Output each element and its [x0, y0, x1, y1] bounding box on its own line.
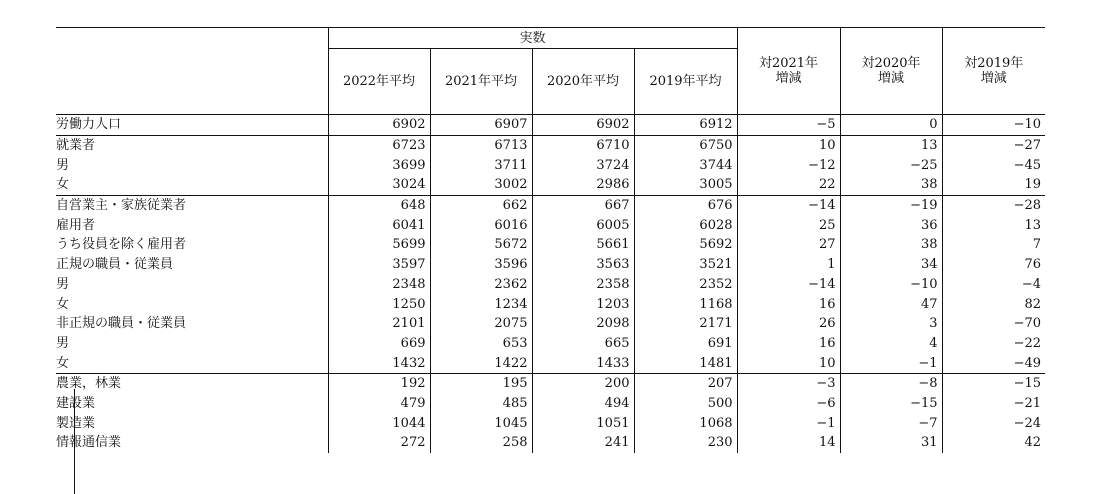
- value-2021: 6016: [430, 215, 532, 235]
- year-2020-header: 2020年平均: [532, 49, 634, 115]
- table-row: [56, 135, 1045, 155]
- diff-2020: 36: [840, 215, 942, 235]
- value-2021: 485: [430, 394, 532, 414]
- row-label: 就業者: [56, 135, 328, 155]
- value-2019: 207: [634, 373, 737, 393]
- table-row: [56, 394, 1045, 414]
- diff-2020-header: [840, 28, 942, 115]
- value-2022: 5699: [328, 235, 430, 255]
- value-2019: 3521: [634, 255, 737, 275]
- value-2022: 3597: [328, 255, 430, 275]
- value-2020: 3563: [532, 255, 634, 275]
- diff-2019: −4: [942, 275, 1045, 295]
- industry-group-bracket-line: [74, 389, 75, 494]
- value-2020: 1433: [532, 353, 634, 373]
- row-label: 男: [56, 335, 70, 351]
- labour-force-table: [56, 27, 1045, 453]
- table-row: [56, 314, 1045, 334]
- table-row: [56, 433, 1045, 453]
- value-2021: 6907: [430, 115, 532, 136]
- diff-2021: 10: [737, 135, 840, 155]
- diff-2020: 38: [840, 235, 942, 255]
- diff-2019-header: [942, 28, 1045, 115]
- value-2020: 1051: [532, 413, 634, 433]
- value-2019: 2352: [634, 275, 737, 295]
- diff-2021: −14: [737, 195, 840, 215]
- value-2019: 500: [634, 394, 737, 414]
- value-2020: 2986: [532, 175, 634, 195]
- value-2022: 2101: [328, 314, 430, 334]
- value-2022: 648: [328, 195, 430, 215]
- year-2019-header: 2019年平均: [634, 49, 737, 115]
- value-2019: 1481: [634, 353, 737, 373]
- diff-2021: −1: [737, 413, 840, 433]
- value-2020: 2358: [532, 275, 634, 295]
- diff-2020: −1: [840, 353, 942, 373]
- diff-2019: −22: [942, 334, 1045, 354]
- value-2019: 676: [634, 195, 737, 215]
- value-2021: 2362: [430, 275, 532, 295]
- table-row: [56, 195, 1045, 215]
- table-row: [56, 275, 1045, 295]
- labour-force-table-container: [56, 27, 1045, 453]
- value-2022: 6902: [328, 115, 430, 136]
- table-row: [56, 373, 1045, 393]
- value-2020: 667: [532, 195, 634, 215]
- diff-2020-header-line2: 増減: [878, 71, 905, 86]
- value-2019: 691: [634, 334, 737, 354]
- diff-2020: 31: [840, 433, 942, 453]
- value-2019: 3744: [634, 155, 737, 175]
- value-2019: 5692: [634, 235, 737, 255]
- diff-2021: 16: [737, 334, 840, 354]
- diff-2021-header-line2: 増減: [775, 71, 802, 86]
- value-2019: 6750: [634, 135, 737, 155]
- diff-2021-header: [737, 28, 840, 115]
- value-2021: 195: [430, 373, 532, 393]
- diff-2020: 13: [840, 135, 942, 155]
- value-2021: 2075: [430, 314, 532, 334]
- value-2021: 6713: [430, 135, 532, 155]
- actual-group-header: 実数: [328, 28, 737, 49]
- row-label: 雇用者: [56, 217, 96, 233]
- value-2020: 1203: [532, 294, 634, 314]
- value-2021: 3711: [430, 155, 532, 175]
- table-row: [56, 294, 1045, 314]
- diff-2021: 25: [737, 215, 840, 235]
- table-row: [56, 235, 1045, 255]
- diff-2019: −10: [942, 115, 1045, 136]
- value-2020: 494: [532, 394, 634, 414]
- value-2022: 3024: [328, 175, 430, 195]
- row-label: 女: [56, 355, 70, 371]
- value-2022: 272: [328, 433, 430, 453]
- row-label: 労働力人口: [56, 117, 122, 133]
- row-label: 男: [56, 157, 70, 173]
- value-2020: 3724: [532, 155, 634, 175]
- value-2022: 6041: [328, 215, 430, 235]
- value-2020: 6710: [532, 135, 634, 155]
- diff-2020: 38: [840, 175, 942, 195]
- diff-2021-header-line1: 対2021年: [758, 56, 819, 71]
- table-header: [56, 28, 1045, 115]
- year-2021-header: 2021年平均: [430, 49, 532, 115]
- row-label: 女: [56, 177, 70, 193]
- value-2021: 1422: [430, 353, 532, 373]
- table-row: [56, 215, 1045, 235]
- diff-2021: 10: [737, 353, 840, 373]
- diff-2020: −10: [840, 275, 942, 295]
- value-2022: 1044: [328, 413, 430, 433]
- row-label: 建設業: [56, 395, 96, 411]
- table-body: [56, 115, 1045, 453]
- value-2020: 5661: [532, 235, 634, 255]
- diff-2020: 3: [840, 314, 942, 334]
- value-2019: 1168: [634, 294, 737, 314]
- row-label: 正規の職員・従業員: [56, 257, 174, 273]
- diff-2019: −24: [942, 413, 1045, 433]
- value-2021: 1045: [430, 413, 532, 433]
- value-2020: 200: [532, 373, 634, 393]
- value-2022: 3699: [328, 155, 430, 175]
- diff-2019: 42: [942, 433, 1045, 453]
- row-label: 男: [56, 276, 70, 292]
- diff-2019-header-line1: 対2019年: [964, 56, 1024, 71]
- diff-2021: 16: [737, 294, 840, 314]
- table-row: [56, 255, 1045, 275]
- value-2021: 1234: [430, 294, 532, 314]
- diff-2019: −70: [942, 314, 1045, 334]
- value-2020: 665: [532, 334, 634, 354]
- row-label-header: [56, 28, 328, 115]
- diff-2020: −19: [840, 195, 942, 215]
- value-2021: 653: [430, 334, 532, 354]
- diff-2019: 76: [942, 255, 1045, 275]
- table-row: [56, 115, 1045, 136]
- row-label: 製造業: [56, 415, 96, 431]
- value-2022: 479: [328, 394, 430, 414]
- diff-2019: 19: [942, 175, 1045, 195]
- diff-2020: −15: [840, 394, 942, 414]
- diff-2019: −28: [942, 195, 1045, 215]
- value-2021: 258: [430, 433, 532, 453]
- table-row: [56, 413, 1045, 433]
- row-label: 女: [56, 296, 70, 312]
- diff-2021: −3: [737, 373, 840, 393]
- value-2022: 1432: [328, 353, 430, 373]
- diff-2019: 13: [942, 215, 1045, 235]
- diff-2020: −8: [840, 373, 942, 393]
- diff-2020-header-line1: 対2020年: [861, 56, 921, 71]
- diff-2020: −25: [840, 155, 942, 175]
- row-label: 自営業主・家族従業者: [56, 195, 328, 215]
- diff-2020: 47: [840, 294, 942, 314]
- diff-2021: 1: [737, 255, 840, 275]
- value-2020: 6902: [532, 115, 634, 136]
- value-2020: 6005: [532, 215, 634, 235]
- value-2019: 2171: [634, 314, 737, 334]
- value-2020: 241: [532, 433, 634, 453]
- table-row: [56, 353, 1045, 373]
- diff-2019: 82: [942, 294, 1045, 314]
- row-label: うち役員を除く雇用者: [56, 237, 187, 253]
- row-label: 農業，林業: [56, 373, 328, 393]
- value-2019: 6028: [634, 215, 737, 235]
- table-row: [56, 155, 1045, 175]
- value-2021: 662: [430, 195, 532, 215]
- diff-2020: 0: [840, 115, 942, 136]
- diff-2020: −7: [840, 413, 942, 433]
- value-2021: 5672: [430, 235, 532, 255]
- value-2019: 3005: [634, 175, 737, 195]
- value-2022: 2348: [328, 275, 430, 295]
- diff-2021: −14: [737, 275, 840, 295]
- value-2022: 1250: [328, 294, 430, 314]
- diff-2020: 34: [840, 255, 942, 275]
- diff-2019: −27: [942, 135, 1045, 155]
- value-2019: 6912: [634, 115, 737, 136]
- row-label: 情報通信業: [56, 435, 122, 451]
- value-2022: 192: [328, 373, 430, 393]
- table-row: [56, 175, 1045, 195]
- diff-2021: 14: [737, 433, 840, 453]
- diff-2020: 4: [840, 334, 942, 354]
- value-2019: 1068: [634, 413, 737, 433]
- diff-2019-header-line2: 増減: [980, 71, 1007, 86]
- diff-2019: −15: [942, 373, 1045, 393]
- diff-2019: −45: [942, 155, 1045, 175]
- diff-2021: 27: [737, 235, 840, 255]
- value-2020: 2098: [532, 314, 634, 334]
- value-2021: 3596: [430, 255, 532, 275]
- diff-2021: 22: [737, 175, 840, 195]
- diff-2019: −49: [942, 353, 1045, 373]
- value-2022: 6723: [328, 135, 430, 155]
- diff-2021: −6: [737, 394, 840, 414]
- value-2022: 669: [328, 334, 430, 354]
- value-2021: 3002: [430, 175, 532, 195]
- value-2019: 230: [634, 433, 737, 453]
- year-2022-header: 2022年平均: [328, 49, 430, 115]
- diff-2021: −12: [737, 155, 840, 175]
- diff-2019: −21: [942, 394, 1045, 414]
- diff-2021: 26: [737, 314, 840, 334]
- row-label: 非正規の職員・従業員: [56, 316, 187, 332]
- table-row: [56, 334, 1045, 354]
- diff-2019: 7: [942, 235, 1045, 255]
- diff-2021: −5: [737, 115, 840, 136]
